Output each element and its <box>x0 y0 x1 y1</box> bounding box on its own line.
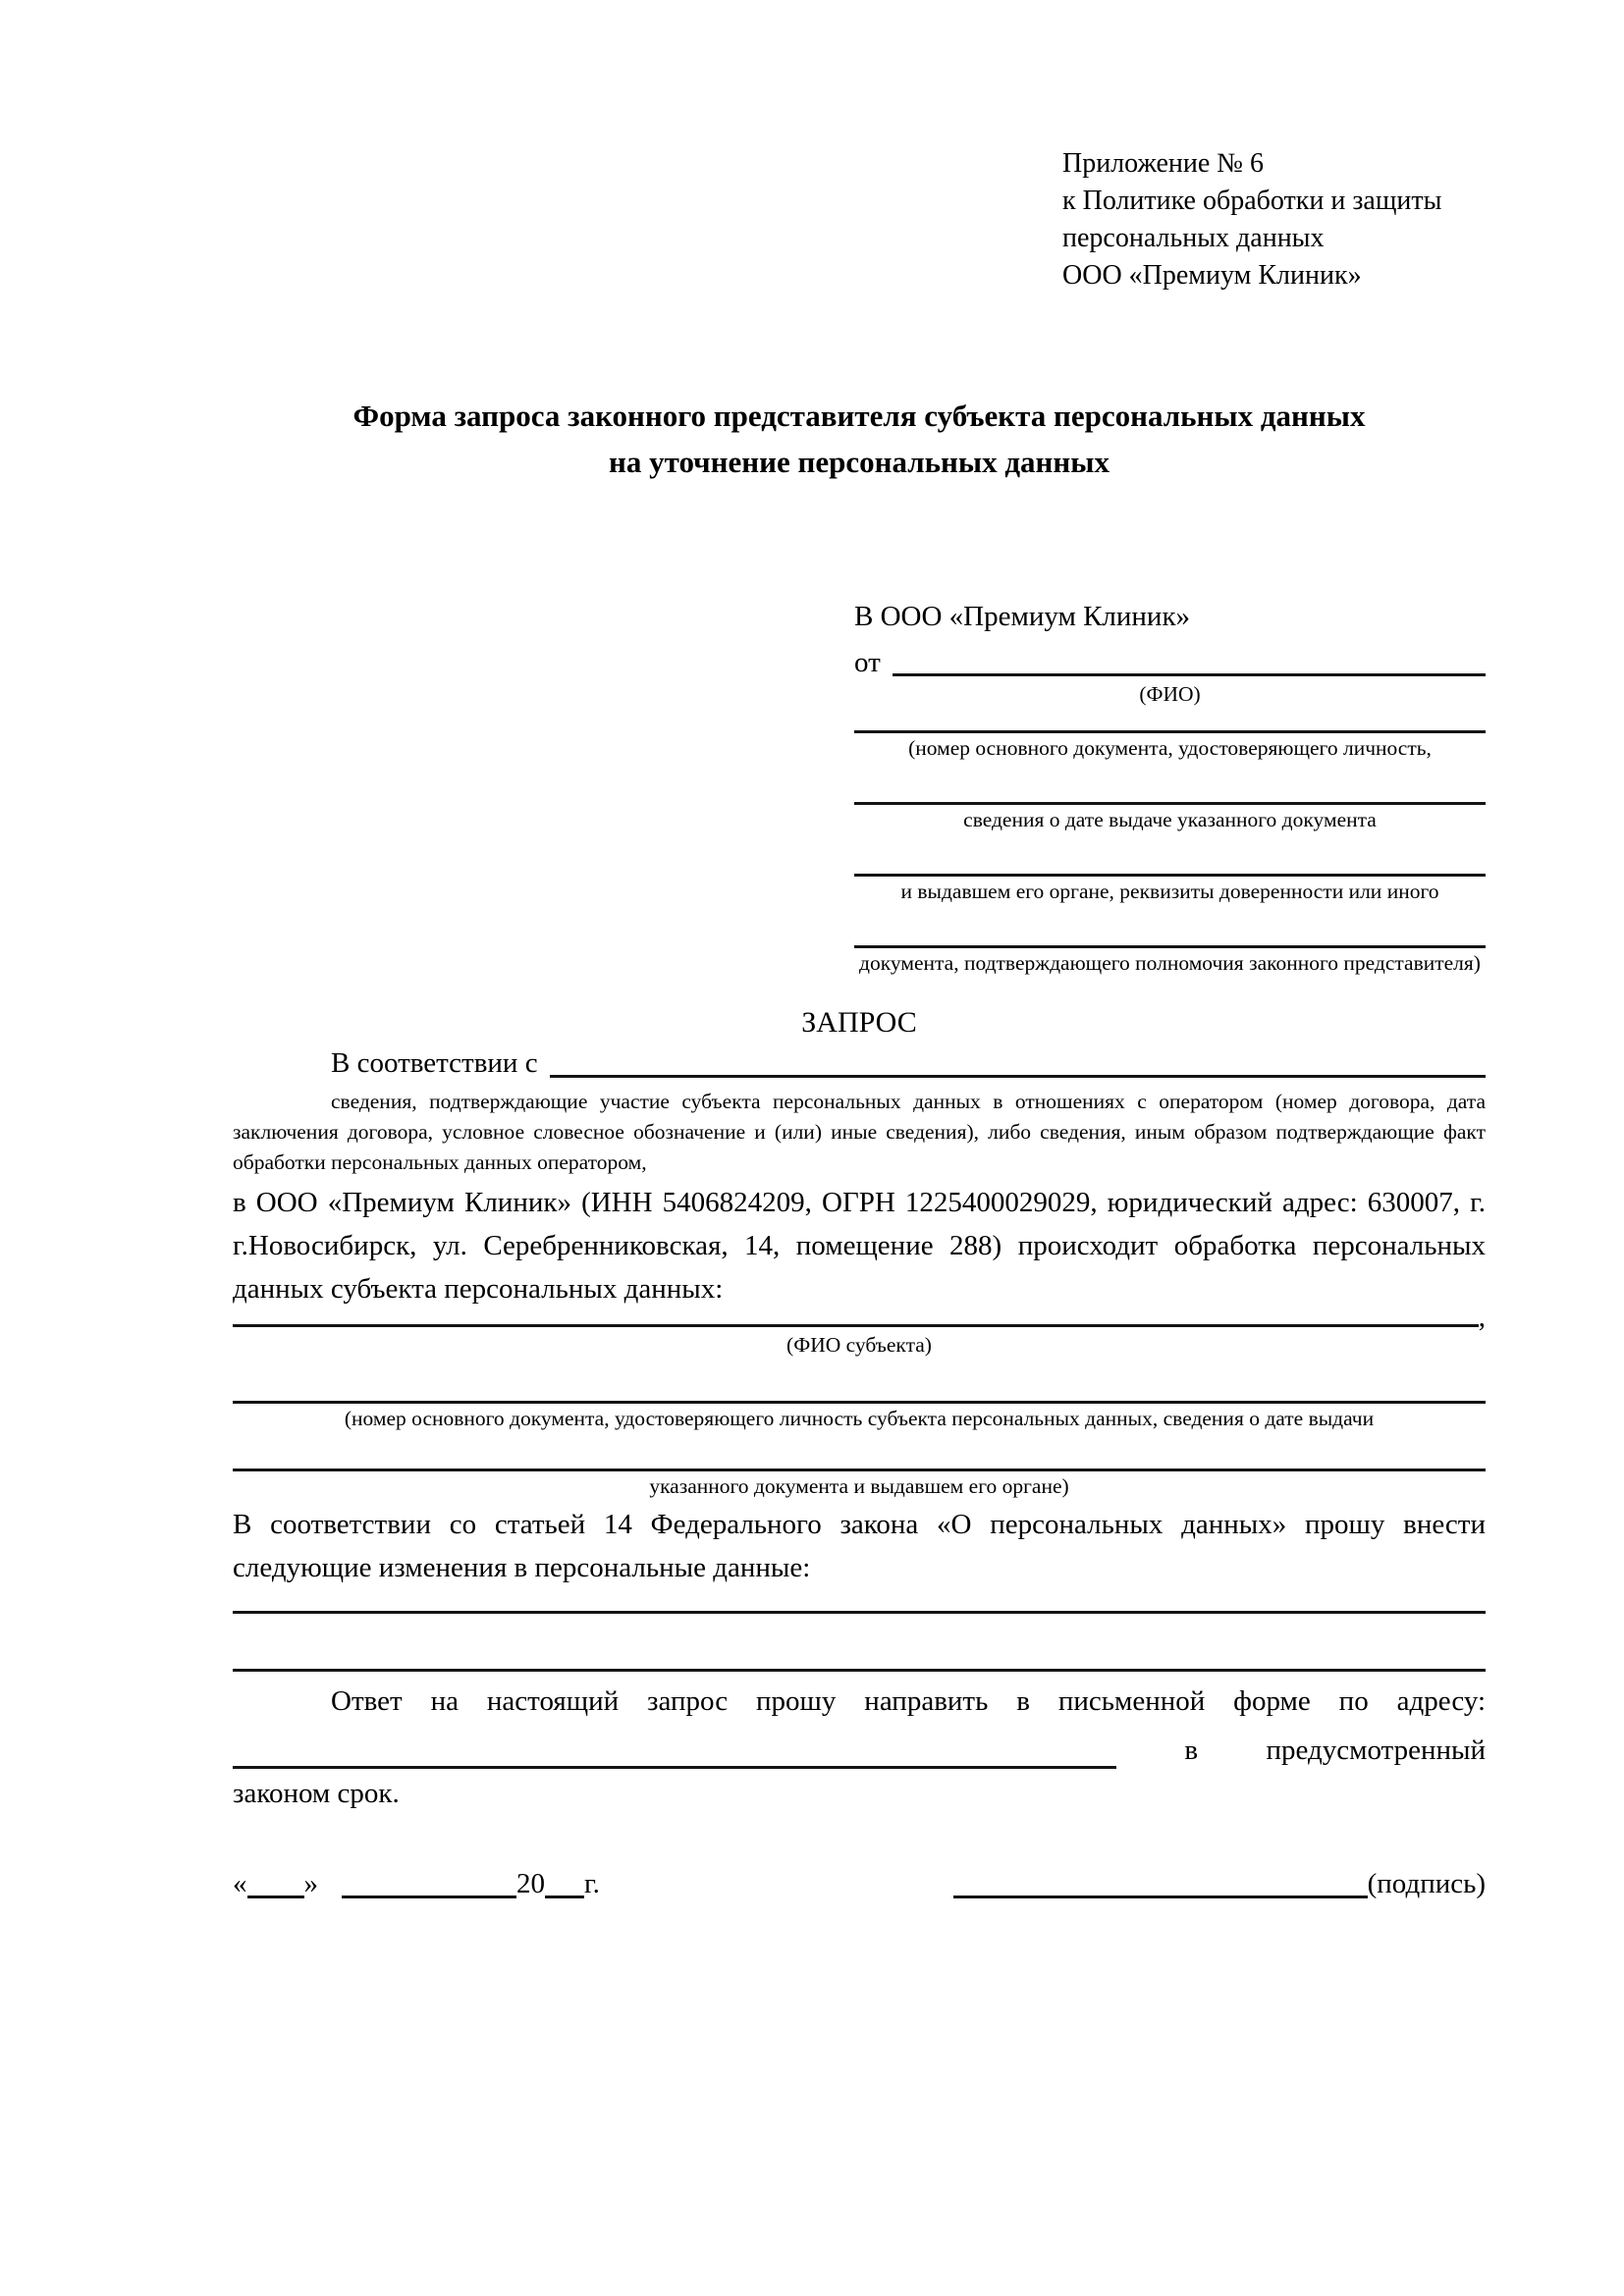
answer-address-blank-line <box>233 1766 1116 1769</box>
changes-blank-line-1 <box>233 1589 1486 1614</box>
subject-document-caption: (номер основного документа, удостоверяющего личность субъекта персональных данных, сведения о дате выдачи <box>344 1407 1375 1430</box>
from-row <box>854 636 1486 679</box>
day-blank-line <box>247 1896 304 1898</box>
annex-line: ООО «Премиум Клиник» <box>1062 260 1362 291</box>
document-issue-date-blank-line <box>854 761 1486 805</box>
year-blank-line <box>545 1896 584 1898</box>
document-title <box>233 393 1486 485</box>
signature-group <box>953 1866 1486 1901</box>
year-suffix: г. <box>584 1868 600 1899</box>
subject-document-blank-line-2 <box>233 1431 1486 1471</box>
answer-word-in: в <box>1184 1735 1199 1766</box>
answer-tail-text: законом срок. <box>233 1778 400 1809</box>
issuing-authority-caption: и выдавшем его органе, реквизиты доверенности или иного <box>900 880 1439 903</box>
subject-fio-caption: (ФИО субъекта) <box>786 1333 932 1357</box>
representative-document-caption: (номер основного документа, удостоверяющего личность, <box>908 736 1432 760</box>
document-issue-date-caption: сведения о дате выдаче указанного документа <box>963 808 1377 831</box>
addressee-block <box>854 597 1486 976</box>
relation-details-blank-line <box>550 1075 1486 1078</box>
changes-blank-line-2 <box>233 1614 1486 1672</box>
request-body <box>233 1042 1486 1901</box>
authority-document-caption: документа, подтверждающего полномочия законного представителя) <box>859 951 1481 975</box>
date-signature-row <box>233 1866 1486 1901</box>
subject-document-caption-2: указанного документа и выдавшем его органе) <box>649 1474 1069 1498</box>
representative-fio-blank-line <box>893 673 1486 676</box>
fio-caption: (ФИО) <box>1139 682 1201 706</box>
signature-caption: (подпись) <box>1367 1868 1486 1899</box>
law-paragraph: В соответствии со статьей 14 Федерального закона «О персональных данных» прошу внести следующие изменения в персональные данные: <box>233 1509 1486 1583</box>
month-blank-line <box>342 1896 516 1898</box>
document-title-line: Форма запроса законного представителя субъекта персональных данных <box>352 399 1366 433</box>
subject-fio-row <box>233 1302 1486 1333</box>
annex-line: к Политике обработки и защиты <box>1062 186 1442 216</box>
document-title-line: на уточнение персональных данных <box>609 445 1110 479</box>
answer-word-provided: предусмотренный <box>1266 1735 1486 1766</box>
issuing-authority-blank-line <box>854 832 1486 877</box>
intro-row <box>233 1042 1486 1080</box>
answer-address-row <box>233 1723 1486 1772</box>
annex-line: Приложение № 6 <box>1062 148 1264 179</box>
quote-open: « <box>233 1868 247 1899</box>
intro-label: В соответствии с <box>331 1047 538 1079</box>
addressee-organization: В ООО «Премиум Клиник» <box>854 601 1191 632</box>
annex-reference-block <box>1062 145 1441 294</box>
quote-close: » <box>303 1868 318 1899</box>
operator-paragraph: в ООО «Премиум Клиник» (ИНН 5406824209, ОГРН 1225400029029, юридический адрес: 630007, г. г.Новосибирск, ул. Серебренниковская, 14, помещение 288) происходит обработка персональных данных субъекта персональных данных: <box>233 1187 1486 1305</box>
relation-details-footnote: сведения, подтверждающие участие субъекта персональных данных в отношениях с оператором (номер договора, дата заключения договора, условное словесное обозначение и (или) иные сведения), либо сведения, иным образом подтверждающие факт обработки персональных данных оператором, <box>233 1090 1486 1174</box>
subject-document-blank-line <box>233 1358 1486 1404</box>
authority-document-blank-line <box>854 904 1486 948</box>
annex-line: персональных данных <box>1062 223 1325 253</box>
signature-blank-line <box>953 1896 1368 1898</box>
answer-paragraph: Ответ на настоящий запрос прошу направить в письменной форме по адресу: <box>331 1685 1486 1717</box>
year-prefix: 20 <box>516 1868 545 1899</box>
subject-fio-blank-line <box>233 1324 1479 1327</box>
trailing-comma: , <box>1478 1302 1486 1333</box>
representative-document-blank-line <box>854 707 1486 733</box>
from-label: от <box>854 647 881 678</box>
date-group <box>233 1866 600 1901</box>
request-heading: ЗАПРОС <box>801 1006 917 1039</box>
